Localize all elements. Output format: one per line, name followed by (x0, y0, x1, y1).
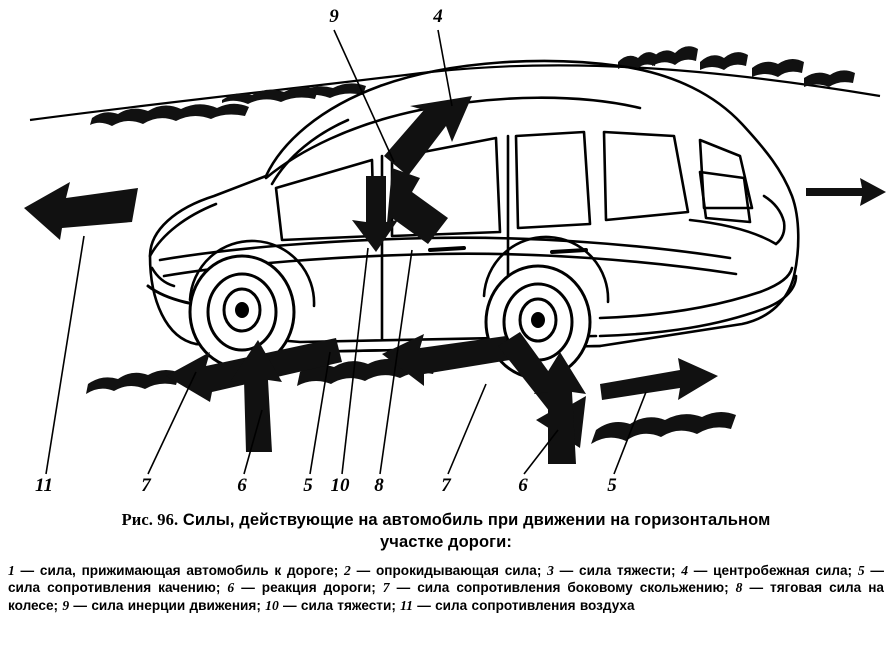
legend-index-6: 6 (227, 580, 235, 596)
legend-index-11: 11 (400, 598, 413, 614)
legend-dash: — (864, 562, 884, 578)
force-arrow-air-resistance (24, 182, 138, 240)
figure-caption-block (0, 505, 892, 615)
legend-separator: ; (724, 580, 736, 596)
force-arrow-right-small (806, 178, 886, 206)
force-arrow-centrifugal (384, 96, 472, 176)
legend-text-1: сила, прижимающая автомобиль к дороге (39, 562, 334, 578)
legend-index-10: 10 (265, 598, 279, 614)
legend-index-1: 1 (8, 562, 15, 578)
legend-dash: — (14, 562, 40, 578)
callout-6-rear: 6 (518, 475, 528, 496)
legend-separator: ; (53, 598, 63, 614)
callout-7-rear: 7 (441, 475, 451, 496)
legend-separator: ; (847, 562, 858, 578)
legend-text-2: опрокидывающая сила (375, 562, 537, 578)
callout-5-rear: 5 (607, 475, 617, 496)
callout-4: 4 (433, 6, 443, 27)
figure-caption-line1: Силы, действующие на автомобиль при движении на горизонтальном (182, 511, 771, 529)
figure-caption (0, 505, 892, 554)
figure-legend (0, 562, 892, 616)
legend-text-5: сила сопротивления качению (8, 580, 216, 596)
legend-index-4: 4 (681, 562, 689, 578)
force-arrow-traction (382, 334, 510, 386)
legend-text-7: сила сопротивления боковому скольжению (417, 580, 725, 596)
legend-text-3: сила тяжести (579, 562, 671, 578)
legend-dash: — (278, 598, 301, 614)
legend-separator: ; (536, 562, 548, 578)
legend-separator: ; (256, 598, 266, 614)
legend-text-10: сила тяжести (300, 598, 392, 614)
callout-7-front: 7 (141, 475, 151, 496)
legend-separator: ; (391, 598, 401, 614)
legend-dash: — (742, 580, 771, 596)
legend-separator: ; (371, 580, 383, 596)
callout-8: 8 (374, 475, 384, 496)
callout-5-front: 5 (303, 475, 313, 496)
legend-dash: — (688, 562, 714, 578)
legend-index-9: 9 (62, 598, 70, 614)
callout-11: 11 (35, 475, 53, 496)
legend-dash: — (553, 562, 580, 578)
legend-text-6: реакция дороги (261, 580, 372, 596)
legend-text-11: сила сопротивления воздуха (435, 598, 635, 614)
legend-index-8: 8 (735, 580, 743, 596)
legend-separator: ; (215, 580, 228, 596)
legend-dash: — (412, 598, 436, 614)
legend-index-5: 5 (857, 562, 865, 578)
callout-10: 10 (330, 475, 350, 496)
legend-text-9: сила инерции движения (91, 598, 257, 614)
figure-number: Рис. 96. (121, 510, 179, 529)
background-vegetation (90, 46, 855, 126)
legend-dash: — (350, 562, 376, 578)
legend-text-4: центробежная сила (713, 562, 848, 578)
callout-6-front: 6 (237, 475, 247, 496)
legend-text-8: тяговая сила на колесе (8, 580, 884, 614)
legend-dash: — (234, 580, 262, 596)
legend-index-2: 2 (344, 562, 351, 578)
legend-separator: ; (333, 562, 345, 578)
force-arrow-inertia (386, 168, 448, 244)
legend-index-3: 3 (547, 562, 554, 578)
legend-separator: ; (670, 562, 682, 578)
legend-index-7: 7 (382, 580, 390, 596)
callout-numbers (35, 6, 617, 496)
legend-dash: — (389, 580, 418, 596)
legend-dash: — (69, 598, 92, 614)
figure-caption-line2: участке дороги: (380, 533, 512, 552)
force-arrow-rolling-rear (600, 358, 718, 400)
callout-9: 9 (329, 6, 339, 27)
